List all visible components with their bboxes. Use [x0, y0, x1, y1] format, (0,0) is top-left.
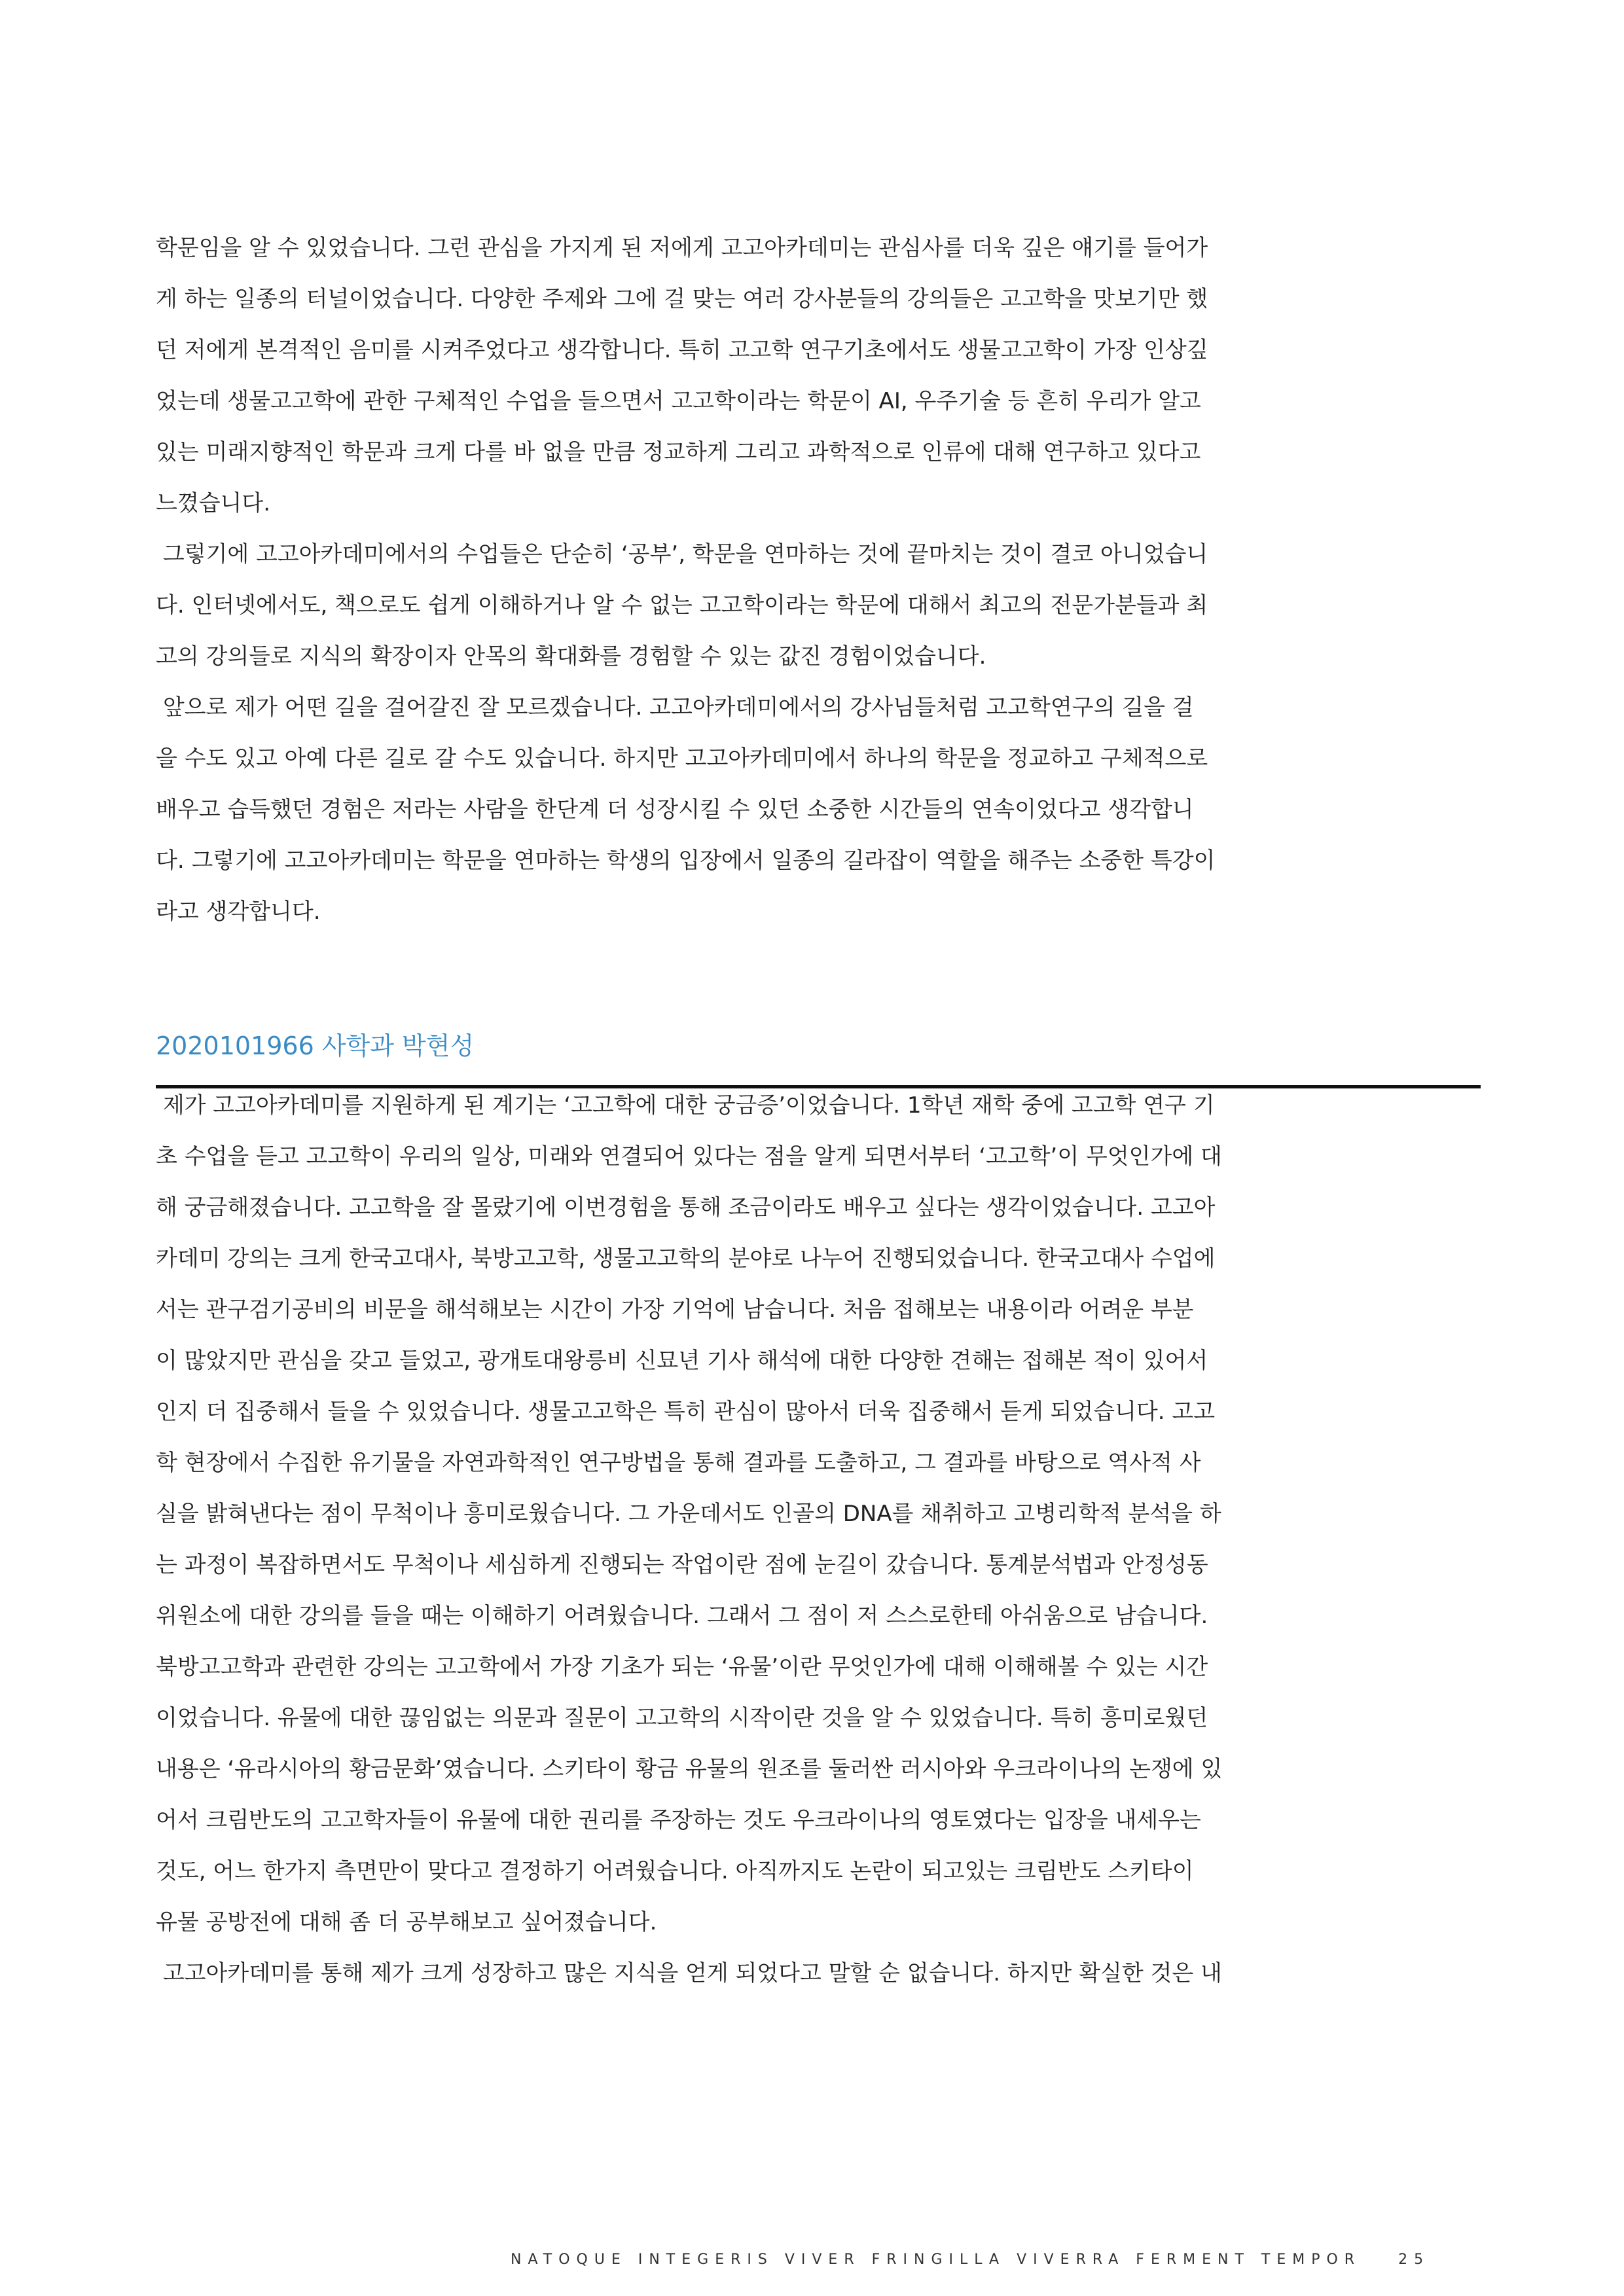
page-number: 25 [1398, 2251, 1430, 2268]
page-footer [511, 2251, 1492, 2268]
body-text-top: 학문임을 알 수 있었습니다. 그런 관심을 가지게 된 저에게 고고아카데미는 관심사를 더욱 깊은 얘기를 들어가 게 하는 일종의 터널이었습니다. 다양한 주제와 그에 걸 맞는 여러 강사분들의 강의들은 고고학을 맛보기만 했 던 저에게 본격적인 음미를 시켜주었다고 생각합니다. 특히 고고학 연구기초에서도 생물고고학이 가장 인상깊 었는데 생물고고학에 관한 구체적인 수업을 들으면서 고고학이라는 학문이 AI, 우주기술 등 흔히 우리가 알고 있는 미래지향적인 학문과 크게 다를 바 없을 만큼 정교하게 그리고 과학적으로 인류에 대해 연구하고 있다고 느꼈습니다. 그렇기에 고고아카데미에서의 수업들은 단순히 ‘공부’, 학문을 연마하는 것에 끝마치는 것이 결코 아니었습니 다. 인터넷에서도, 책으로도 쉽게 이해하거나 알 수 없는 고고학이라는 학문에 대해서 최고의 전문가분들과 최 고의 강의들로 지식의 확장이자 안목의 확대화를 경험할 수 있는 값진 경험이었습니다. 앞으로 제가 어떤 길을 걸어갈진 잘 모르겠습니다. 고고아카데미에서의 강사님들처럼 고고학연구의 길을 걸 을 수도 있고 아예 다른 길로 갈 수도 있습니다. 하지만 고고아카데미에서 하나의 학문을 정교하고 구체적으로 배우고 습득했던 경험은 저라는 사람을 한단계 더 성장시킬 수 있던 소중한 시간들의 연속이었다고 생각합니 다. 그렇기에 고고아카데미는 학문을 연마하는 학생의 입장에서 일종의 길라잡이 역할을 해주는 소중한 특강이 라고 생각합니다. [156, 235, 1216, 925]
section-heading: 2020101966 사학과 박현성 [156, 1031, 475, 1060]
body-text-bottom: 제가 고고아카데미를 지원하게 된 계기는 ‘고고학에 대한 궁금증’이었습니다. 1학년 재학 중에 고고학 연구 기 초 수업을 듣고 고고학이 우리의 일상, 미래와 연결되어 있다는 점을 알게 되면서부터 ‘고고학’이 무엇인가에 대 해 궁금해졌습니다. 고고학을 잘 몰랐기에 이번경험을 통해 조금이라도 배우고 싶다는 생각이었습니다. 고고아 카데미 강의는 크게 한국고대사, 북방고고학, 생물고고학의 분야로 나누어 진행되었습니다. 한국고대사 수업에 서는 관구검기공비의 비문을 해석해보는 시간이 가장 기억에 남습니다. 처음 접해보는 내용이라 어려운 부분 이 많았지만 관심을 갖고 들었고, 광개토대왕릉비 신묘년 기사 해석에 대한 다양한 견해는 접해본 적이 있어서 인지 더 집중해서 들을 수 있었습니다. 생물고고학은 특히 관심이 많아서 더욱 집중해서 듣게 되었습니다. 고고 학 현장에서 수집한 유기물을 자연과학적인 연구방법을 통해 결과를 도출하고, 그 결과를 바탕으로 역사적 사 실을 밝혀낸다는 점이 무척이나 흥미로웠습니다. 그 가운데서도 인골의 DNA를 채취하고 고병리학적 분석을 하 는 과정이 복잡하면서도 무척이나 세심하게 진행되는 작업이란 점에 눈길이 갔습니다. 통계분석법과 안정성동 위원소에 대한 강의를 들을 때는 이해하기 어려웠습니다. 그래서 그 점이 저 스스로한테 아쉬움으로 남습니다. 북방고고학과 관련한 강의는 고고학에서 가장 기초가 되는 ‘유물’이란 무엇인가에 대해 이해해볼 수 있는 시간 이었습니다. 유물에 대한 끊임없는 의문과 질문이 고고학의 시작이란 것을 알 수 있었습니다. 특히 흥미로웠던 내용은 ‘유라시아의 황금문화’였습니다. 스키타이 황금 유물의 원조를 둘러싼 러시아와 우크라이나의 논쟁에 있 어서 크림반도의 고고학자들이 유물에 대한 권리를 주장하는 것도 우크라이나의 영토였다는 입장을 내세우는 것도, 어느 한가지 측면만이 맞다고 결정하기 어려웠습니다. 아직까지도 논란이 되고있는 크림반도 스키타이 유물 공방전에 대해 좀 더 공부해보고 싶어졌습니다. 고고아카데미를 통해 제가 크게 성장하고 많은 지식을 얻게 되었다고 말할 순 없습니다. 하지만 확실한 것은 내 [156, 1092, 1223, 1986]
footer-running-title: NATOQUE INTEGERIS VIVER FRINGILLA VIVERRA FERMENT TEMPOR [511, 2251, 1362, 2268]
